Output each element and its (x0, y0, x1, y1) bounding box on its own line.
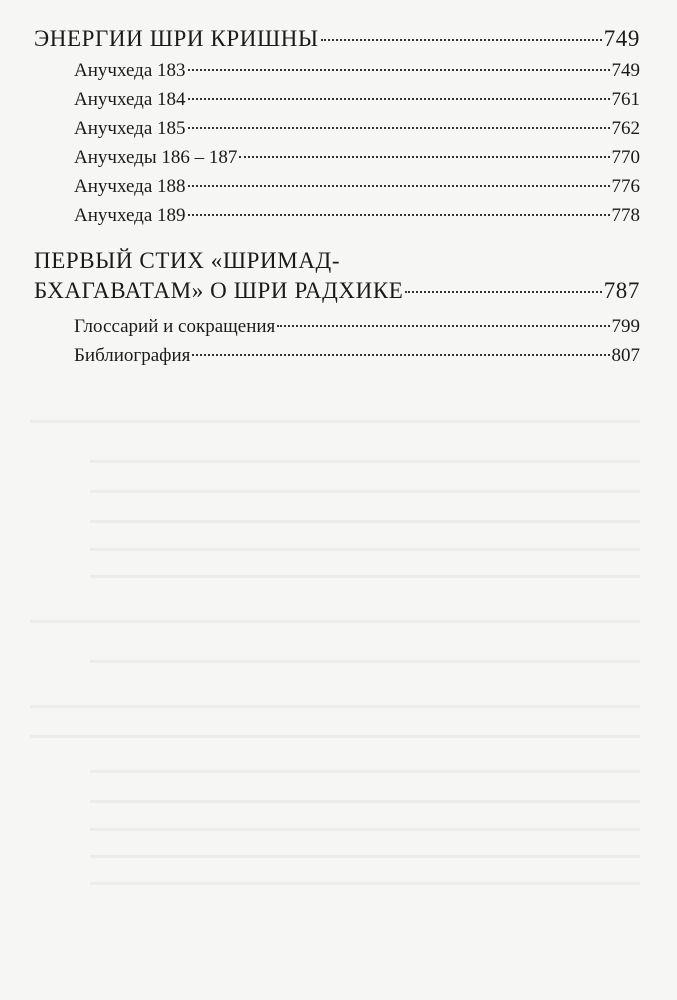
dot-leader (405, 291, 601, 293)
toc-entry[interactable] (34, 172, 640, 201)
toc-entry[interactable] (34, 143, 640, 172)
page-number: 799 (611, 316, 640, 337)
page-number: 749 (611, 60, 640, 81)
toc-section-2[interactable] (34, 246, 640, 306)
page-number: 770 (611, 147, 640, 168)
entry-label: Анучхеда 185 (74, 118, 186, 139)
page-number: 778 (611, 205, 640, 226)
entry-label: Анучхеда 189 (74, 205, 186, 226)
toc-entry[interactable] (34, 85, 640, 114)
dot-leader (188, 69, 610, 71)
section-title-line-2: БХАГАВАТАМ» О ШРИ РАДХИКЕ (34, 278, 404, 303)
entry-label: Глоссарий и сокращения (74, 316, 276, 337)
toc-section-1[interactable] (34, 24, 640, 54)
entry-label: Библиография (74, 345, 191, 366)
page-number: 762 (611, 118, 640, 139)
dot-leader (188, 127, 610, 129)
dot-leader (239, 156, 609, 158)
table-of-contents (34, 24, 640, 370)
page-number: 749 (603, 26, 640, 51)
toc-entry[interactable] (34, 56, 640, 85)
dot-leader (192, 354, 609, 356)
toc-entry[interactable] (34, 201, 640, 230)
section-title: ЭНЕРГИИ ШРИ КРИШНЫ (34, 26, 319, 51)
page-number: 776 (611, 176, 640, 197)
page-number: 787 (603, 278, 640, 303)
dot-leader (188, 185, 610, 187)
toc-entry[interactable] (34, 341, 640, 370)
entry-label: Анучхеда 184 (74, 89, 186, 110)
entry-label: Анучхеда 188 (74, 176, 186, 197)
dot-leader (277, 325, 609, 327)
dot-leader (188, 98, 610, 100)
dot-leader (321, 39, 602, 41)
toc-entry[interactable] (34, 114, 640, 143)
section-title-line-1: ПЕРВЫЙ СТИХ «ШРИМАД- (34, 248, 341, 273)
toc-entry[interactable] (34, 312, 640, 341)
page-number: 761 (611, 89, 640, 110)
entry-label: Анучхеды 186 – 187 (74, 147, 238, 168)
page-number: 807 (611, 345, 640, 366)
dot-leader (188, 214, 610, 216)
entry-label: Анучхеда 183 (74, 60, 186, 81)
